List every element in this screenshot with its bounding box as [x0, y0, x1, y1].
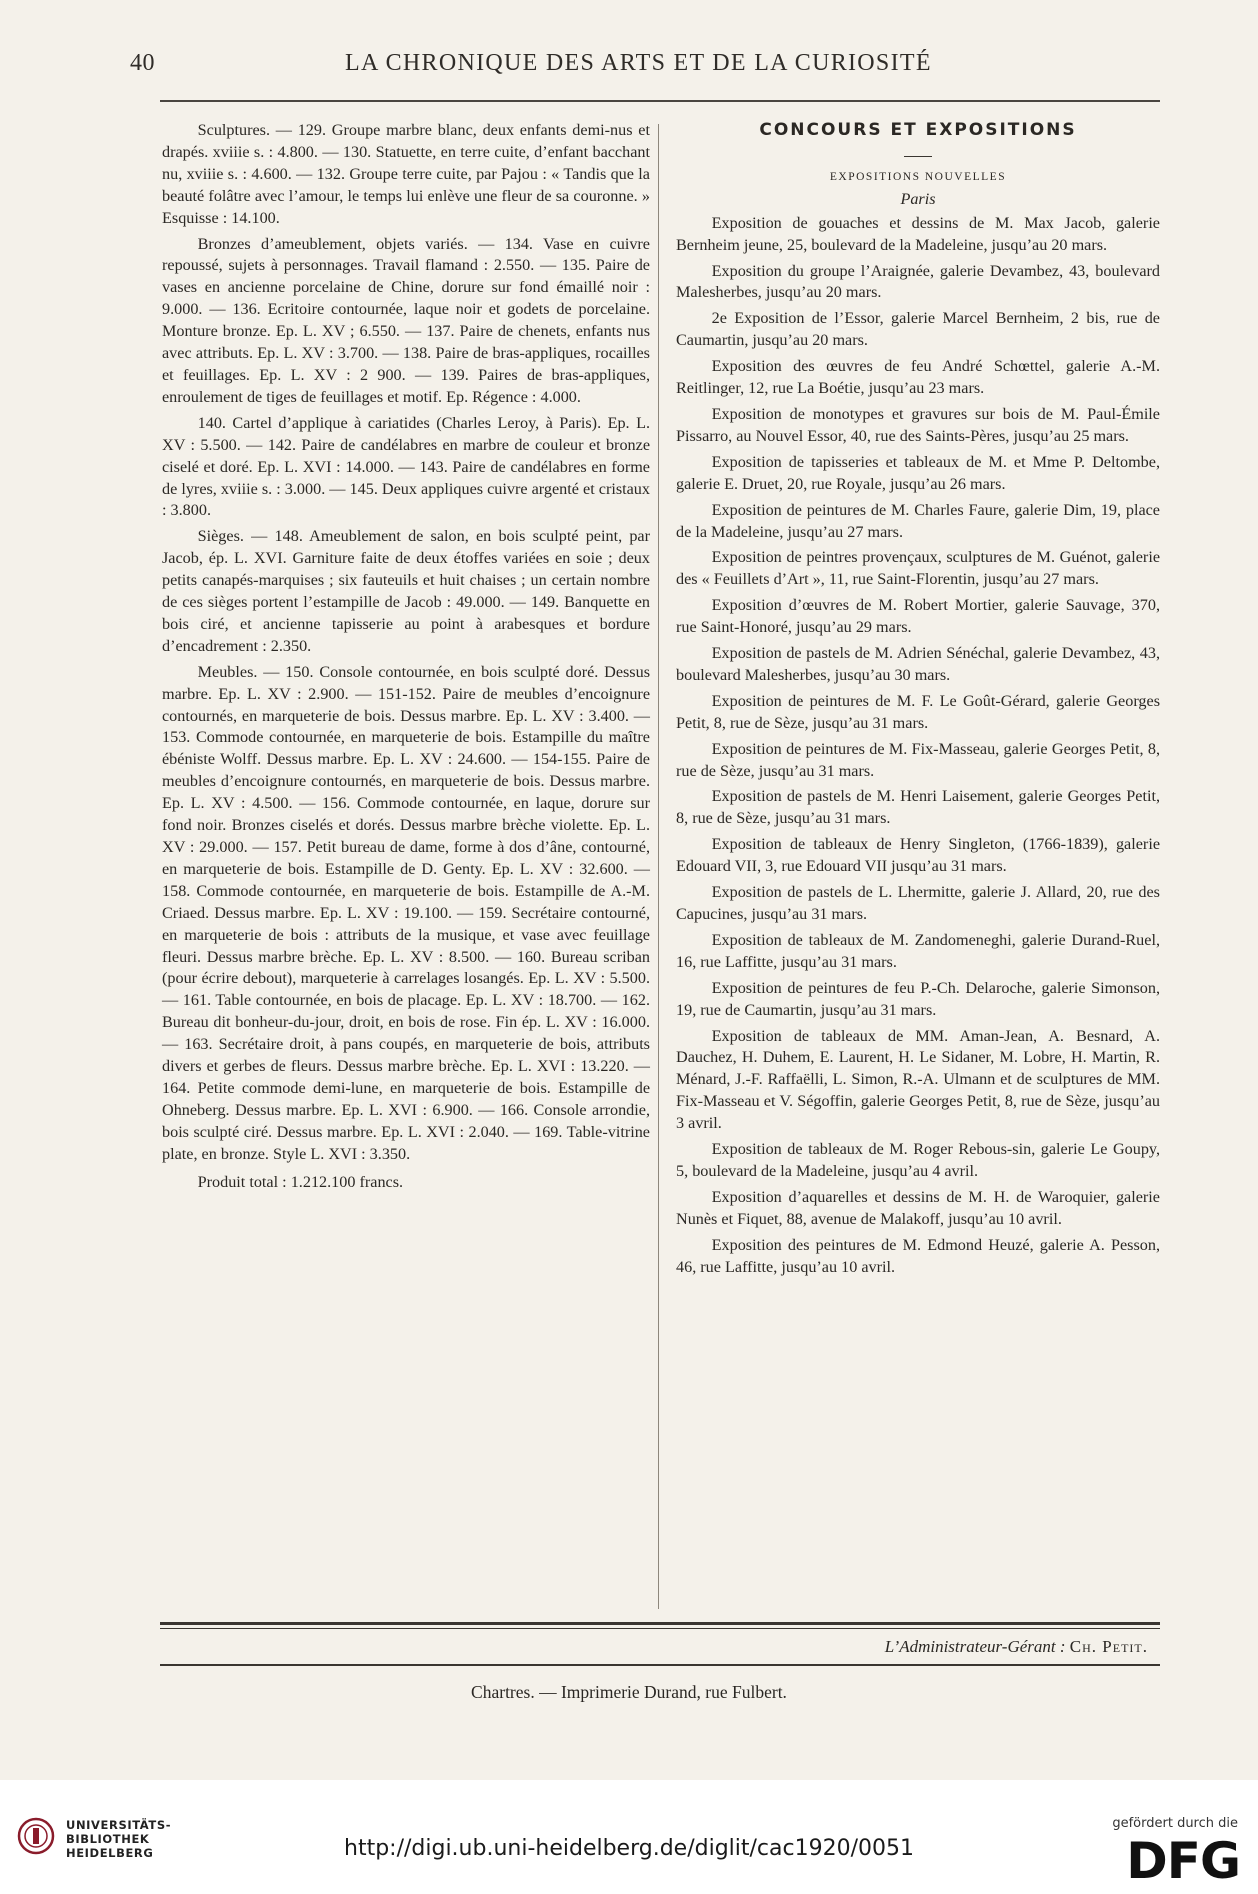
exhibition-entry: Exposition d’œuvres de M. Robert Mortier, galerie Sauvage, 370, rue Saint-Honoré, jusqu’au 29 mars.	[676, 596, 1160, 637]
exhibition-entry: Exposition de pastels de L. Lhermitte, galerie J. Allard, 20, rue des Capucines, jusqu’au 31 mars.	[676, 883, 1160, 923]
university-line: UNIVERSITÄTS-	[66, 1818, 172, 1832]
sale-paragraph: Bronzes d’ameublement, objets variés. — 134. Vase en cuivre repoussé, sujets à personnages. Travail flamand : 2.550. — 135. Paire de vases en ancienne porcelaine de Chine, dorure sur fond émaillé noir : 9.000. — 136. Ecritoire contournée, laque noir et godets de porcelaine. Monture bronze. Ep. L. XV ; 6.550. — 137. Paire de chenets, enfants nus avec attributs. Ep. L. XV : 3.700. — 138. Paire de bras-appliques, rocailles et feuillages. Ep. L. XV : 2 900. — 139. Paires de bras-appliques, enroulement de tiges de feuillages et motif. Ep. Régence : 4.000.	[162, 234, 650, 406]
footer-rule-thick	[160, 1622, 1160, 1625]
subsection-title: EXPOSITIONS NOUVELLES	[829, 170, 1007, 183]
exhibition-entry: Exposition du groupe l’Araignée, galerie Devambez, 43, boulevard Malesherbes, jusqu’au 20 mars.	[676, 261, 1160, 302]
sale-paragraph: Sièges. — 148. Ameublement de salon, en bois sculpté peint, par Jacob, ép. L. XVI. Garniture faite de deux étoffes variées en soie ; deux petits canapés-marquises ; six fauteuils et huit chaises ; un certain nombre de ces sièges portent l’estampille de Jacob : 49.000. — 149. Banquette en bois ciré, et ancienne tapisserie au point à arabesques et bordure d’encadrement : 2.350.	[162, 527, 650, 655]
exhibition-entry: Exposition de pastels de M. Adrien Sénéchal, galerie Devambez, 43, boulevard Malesherbes, jusqu’au 30 mars.	[676, 644, 1160, 684]
dfg-logo: DFG	[1126, 1832, 1240, 1890]
footer-rule-thin	[160, 1628, 1160, 1629]
sale-paragraph: Sculptures. — 129. Groupe marbre blanc, deux enfants demi-nus et drapés. xviiie s. : 4.800. — 130. Statuette, en terre cuite, d’enfant bacchant nu, xviiie s. : 4.600. — 132. Groupe terre cuite, par Pajou : « Tandis que la beauté folâtre avec l’amour, le temps lui enlève une fleur de sa couronne. » Esquisse : 14.100.	[162, 121, 650, 227]
exhibition-entry: Exposition de peintures de M. Charles Faure, galerie Dim, 19, place de la Madeleine, jusqu’au 27 mars.	[676, 500, 1160, 541]
imprint-rule	[160, 1664, 1160, 1666]
exhibition-entry: Exposition de tableaux de Henry Singleton, (1766-1839), galerie Edouard VII, 3, rue Edouard VII jusqu’au 31 mars.	[676, 835, 1160, 876]
header-rule	[160, 100, 1160, 102]
funded-by-label: gefördert durch die	[1112, 1816, 1238, 1831]
administrator-line	[885, 1637, 1148, 1657]
university-line: BIBLIOTHEK	[66, 1832, 150, 1846]
exhibition-entry: Exposition de peintres provençaux, sculptures de M. Guénot, galerie des « Feuillets d’Art », 11, rue Saint-Florentin, jusqu’au 27 mars.	[676, 548, 1160, 589]
section-title: CONCOURS ET EXPOSITIONS	[759, 120, 1077, 140]
exhibition-entry: Exposition de tableaux de MM. Aman-Jean, A. Besnard, A. Dauchez, H. Duhem, E. Laurent, H. Le Sidaner, M. Lobre, H. Martin, R. Ménard, J.-F. Raffaëlli, L. Simon, R.-A. Ulmann et de sculptures de MM. Fix-Masseau et V. Ségoffin, galerie Georges Petit, 8, rue de Sèze, jusqu’au 3 avril.	[676, 1026, 1160, 1133]
sale-total: Produit total : 1.212.100 francs.	[197, 1172, 404, 1191]
exhibition-entry: Exposition de peintures de feu P.-Ch. Delaroche, galerie Simonson, 19, rue de Caumartin, jusqu’au 31 mars.	[676, 978, 1160, 1019]
section-dash	[904, 156, 932, 157]
city-heading: Paris	[900, 189, 936, 208]
column-divider	[658, 124, 659, 1609]
right-column	[676, 120, 1160, 1283]
administrator-name: Ch. Petit.	[1069, 1637, 1148, 1656]
journal-title: LA CHRONIQUE DES ARTS ET DE LA CURIOSITÉ	[345, 50, 932, 76]
source-url-link[interactable]: http://digi.ub.uni-heidelberg.de/diglit/cac1920/0051	[344, 1836, 914, 1861]
exhibition-entry: Exposition des peintures de M. Edmond Heuzé, galerie A. Pesson, 46, rue Laffitte, jusqu’au 10 avril.	[676, 1235, 1160, 1276]
printer-imprint: Chartres. — Imprimerie Durand, rue Fulbert.	[471, 1682, 787, 1702]
sale-paragraph: 140. Cartel d’applique à cariatides (Charles Leroy, à Paris). Ep. L. XV : 5.500. — 142. Paire de candélabres en marbre de couleur et bronze ciselé et doré. Ep. L. XVI : 14.000. — 143. Paire de candélabres en forme de lyres, xviiie s. : 3.000. — 145. Deux appliques cuivre argenté et cristaux : 3.800.	[162, 413, 650, 520]
exhibition-entry: Exposition de tapisseries et tableaux de M. et Mme P. Deltombe, galerie E. Druet, 20, rue Royale, jusqu’au 26 mars.	[676, 452, 1160, 493]
exhibition-entry: Exposition de pastels de M. Henri Laisement, galerie Georges Petit, 8, rue de Sèze, jusqu’au 31 mars.	[676, 787, 1160, 828]
exhibition-entry: Exposition d’aquarelles et dessins de M. H. de Waroquier, galerie Nunès et Fiquet, 88, avenue de Malakoff, jusqu’au 10 avril.	[676, 1187, 1160, 1228]
exhibition-entry: Exposition des œuvres de feu André Schœttel, galerie A.-M. Reitlinger, 12, rue La Boétie, jusqu’au 23 mars.	[676, 357, 1160, 398]
left-column	[162, 120, 650, 1198]
exhibition-entry: Exposition de gouaches et dessins de M. Max Jacob, galerie Bernheim jeune, 25, boulevard de la Madeleine, jusqu’au 20 mars.	[676, 213, 1160, 254]
university-line: HEIDELBERG	[66, 1846, 154, 1860]
sale-paragraph: Meubles. — 150. Console contournée, en bois sculpté doré. Dessus marbre. Ep. L. XV : 2.900. — 151-152. Paire de meubles d’encoignure contournés, en marqueterie de bois. Dessus marbre. Ep. L. XV : 3.400. — 153. Commode contournée, en marqueterie de bois. Estampille du maître ébéniste Wolff. Dessus marbre. Ep. L. XV : 24.600. — 154-155. Paire de meubles d’encoignure contournés, en marqueterie de bois. Dessus marbre. Ep. L. XV : 4.500. — 156. Commode contournée, en laque, dorure sur fond noir. Bronzes ciselés et dorés. Dessus marbre brèche violette. Ep. L. XV : 29.000. — 157. Petit bureau de dame, forme à dos d’âne, contourné, en marqueterie de bois. Estampille de D. Genty. Ep. L. XV : 32.600. — 158. Commode contournée, en marqueterie de bois. Estampille de A.-M. Criaed. Dessus marbre. Ep. L. XV : 19.100. — 159. Secrétaire contourné, en marqueterie de bois : attributs de la musique, et vase avec feuillage fleuri. Dessus marbre brèche. Ep. L. XV : 8.500. — 160. Bureau scriban (pour écrire debout), marqueterie à carrelages losangés. Ep. L. XV : 5.500. — 161. Table contournée, en bois de placage. Ep. L. XV : 18.700. — 162. Bureau dit bonheur-du-jour, droit, en bois de rose. Fin ép. L. XV : 16.000. — 163. Secrétaire droit, à pans coupés, en marqueterie de bois, attributs divers et gerbes de fleurs. Dessus marbre brèche. Ep. L. XVI : 13.220. — 164. Petite commode demi-lune, en marqueterie de bois. Estampille de Ohneberg. Dessus marbre. Ep. L. XVI : 6.900. — 166. Console arrondie, bois sculpté ciré. Dessus marbre. Ep. L. XVI : 2.040. — 169. Table-vitrine plate, en bronze. Style L. XVI : 3.350.	[162, 662, 650, 1163]
administrator-label: L’Administrateur-Gérant :	[884, 1637, 1066, 1656]
exhibition-entry: Exposition de monotypes et gravures sur bois de M. Paul-Émile Pissarro, au Nouvel Essor, 40, rue des Saints-Pères, jusqu’au 25 mars.	[676, 404, 1160, 445]
exhibition-entry: Exposition de peintures de M. Fix-Masseau, galerie Georges Petit, 8, rue de Sèze, jusqu’au 31 mars.	[676, 739, 1160, 780]
exhibition-entry: Exposition de tableaux de M. Roger Rebous-sin, galerie Le Goupy, 5, boulevard de la Madeleine, jusqu’au 4 avril.	[676, 1140, 1160, 1180]
page-number: 40	[130, 50, 155, 76]
exhibition-entry: 2e Exposition de l’Essor, galerie Marcel Bernheim, 2 bis, rue de Caumartin, jusqu’au 20 mars.	[676, 309, 1160, 350]
exhibition-entry: Exposition de tableaux de M. Zandomeneghi, galerie Durand-Ruel, 16, rue Laffitte, jusqu’au 31 mars.	[676, 930, 1160, 971]
exhibition-entry: Exposition de peintures de M. F. Le Goût-Gérard, galerie Georges Petit, 8, rue de Sèze, jusqu’au 31 mars.	[676, 691, 1160, 732]
